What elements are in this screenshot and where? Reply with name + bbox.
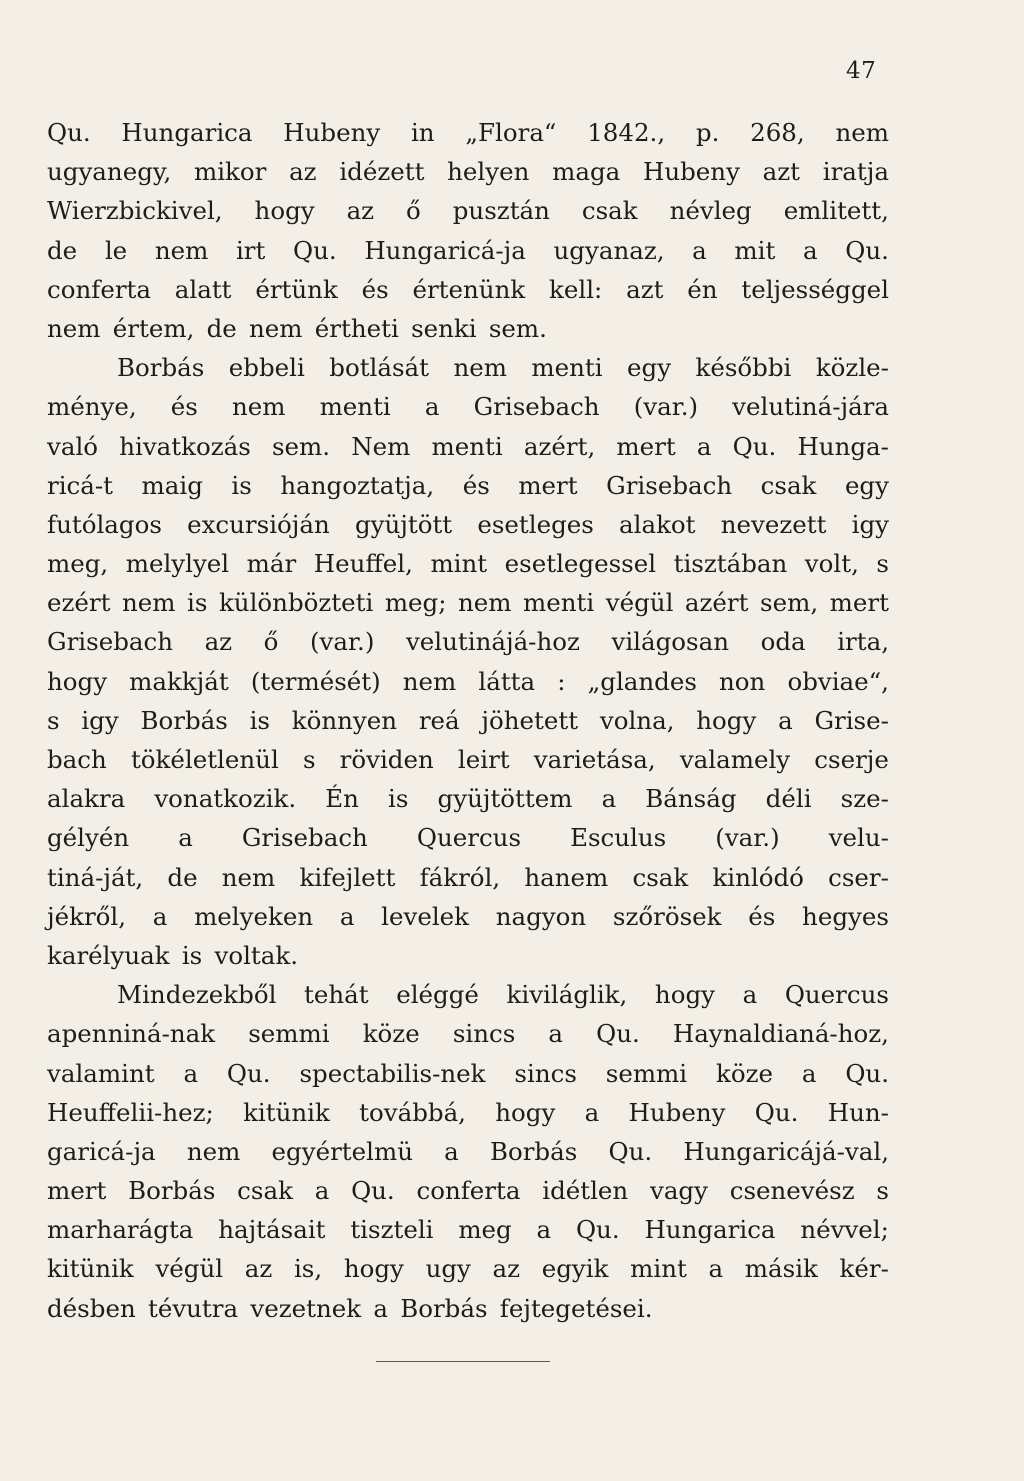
text-line — [47, 1014, 889, 1053]
text-line — [47, 544, 889, 583]
word: Qu. — [351, 1176, 395, 1206]
word: sze- — [840, 784, 889, 814]
word: semmi — [248, 1019, 330, 1049]
word: Borbás — [489, 1136, 578, 1166]
word: vezetnek — [250, 1293, 362, 1323]
word: sincs — [514, 1058, 577, 1088]
word: Heuffel, — [313, 549, 413, 579]
word: esetlegessel — [504, 549, 657, 579]
word: igy — [81, 705, 119, 735]
word: nem — [458, 588, 512, 618]
text-line — [47, 583, 889, 622]
word: botlását — [329, 353, 430, 383]
word: Qu. — [575, 1215, 620, 1245]
word: könnyen — [291, 705, 398, 735]
word: pusztán — [452, 196, 550, 226]
word: hivatkozás — [119, 431, 251, 461]
word: hogy — [696, 705, 757, 735]
text-line — [47, 309, 889, 348]
word: azt — [626, 274, 664, 304]
word: is — [388, 784, 409, 814]
text-line — [47, 1171, 889, 1210]
text-line — [47, 1289, 889, 1328]
word: Qu. — [293, 235, 337, 265]
word: nem — [249, 313, 303, 343]
word: már — [246, 549, 297, 579]
word: Qu. — [226, 1058, 271, 1088]
word: nem — [453, 353, 507, 383]
word: névleg — [669, 196, 752, 226]
word: 1842., — [587, 118, 666, 147]
text-line — [47, 191, 889, 230]
word: a — [424, 392, 440, 422]
word: p. — [695, 118, 720, 147]
word: Heuffelii-hez; — [47, 1097, 214, 1127]
word: mint — [430, 549, 488, 579]
word: csenevész — [729, 1176, 855, 1206]
word: is — [187, 588, 208, 618]
word: non — [719, 666, 766, 696]
word: és — [361, 274, 389, 304]
word: vagy — [649, 1176, 708, 1206]
text-line — [47, 975, 889, 1014]
word: velutinájá-hoz — [405, 627, 580, 657]
word: csak — [581, 196, 638, 226]
word: Hubeny — [628, 1097, 726, 1127]
word: kifejlett — [299, 862, 396, 892]
word: helyen — [447, 157, 530, 187]
word: Hunga- — [797, 431, 889, 461]
word: köze — [715, 1058, 773, 1088]
word: az — [492, 1254, 521, 1284]
word: de — [47, 235, 78, 265]
word: Borbás — [140, 705, 228, 735]
word: értem, — [112, 313, 195, 343]
word: oda — [760, 627, 806, 657]
word: hogy — [654, 980, 715, 1010]
word: a — [373, 1293, 388, 1323]
word: igy — [851, 509, 889, 539]
word: tisztában — [673, 549, 788, 579]
word: Grisebach — [47, 627, 173, 657]
word: : — [557, 666, 566, 696]
word: spectabilis-nek — [299, 1058, 486, 1088]
page-number: 47 — [846, 58, 877, 84]
word: hangoztatja, — [280, 470, 435, 500]
word: cser- — [828, 862, 889, 892]
word: ricá-t — [47, 470, 113, 500]
word: sem, — [760, 588, 819, 618]
word: irt — [235, 235, 266, 265]
text-line — [47, 387, 889, 426]
word: Quercus — [416, 823, 522, 853]
word: hanem — [524, 862, 609, 892]
word: de — [206, 313, 237, 343]
word: hogy — [495, 1097, 556, 1127]
word: a — [444, 1136, 459, 1166]
word: az — [244, 1254, 273, 1284]
text-line — [47, 622, 889, 661]
word: csak — [237, 1176, 293, 1206]
word: menti — [319, 392, 391, 422]
word: s — [876, 1176, 889, 1206]
text-line — [47, 662, 889, 701]
word: sem. — [488, 313, 547, 343]
word: nem — [186, 1136, 241, 1166]
word: hogy — [343, 1254, 404, 1284]
word: (var.) — [310, 627, 375, 657]
word: Hungaricá-ja — [364, 235, 526, 265]
word: sincs — [452, 1019, 516, 1049]
word: értünk — [255, 274, 338, 304]
word: tiszteli — [350, 1215, 434, 1245]
word: nem — [121, 588, 176, 618]
word: a — [548, 1019, 564, 1049]
word: szőrösek — [612, 901, 722, 931]
word: Wierzbickivel, — [47, 196, 223, 226]
word: iratja — [822, 157, 889, 187]
word: nevezett — [720, 509, 827, 539]
word: a — [696, 431, 712, 461]
text-line — [47, 818, 889, 857]
word: Hubeny — [642, 157, 740, 187]
word: valamint — [47, 1058, 155, 1088]
body-text — [47, 113, 889, 1328]
text-line — [47, 466, 889, 505]
word: jékről, — [47, 901, 127, 931]
word: nem — [231, 392, 286, 422]
word: tévutra — [147, 1293, 239, 1323]
word: az — [204, 627, 233, 657]
word: egy — [844, 470, 889, 500]
word: ő — [406, 196, 421, 226]
word: gyüjtöttem — [437, 784, 573, 814]
word: későbbi — [695, 353, 792, 383]
word: fejtegetései. — [499, 1293, 653, 1323]
word: végül — [605, 588, 674, 618]
word: a — [178, 823, 193, 853]
word: menti — [531, 353, 603, 383]
word: voltak. — [214, 940, 299, 970]
word: különbözteti — [218, 588, 374, 618]
word: „glandes — [587, 666, 697, 696]
word: a — [152, 901, 168, 931]
text-line — [47, 936, 889, 975]
word: is — [249, 705, 271, 735]
word: de — [167, 862, 198, 892]
word: tiná-ját, — [47, 862, 144, 892]
word: velu- — [828, 823, 889, 853]
word: nem — [154, 235, 209, 265]
word: értheti — [314, 313, 399, 343]
word: futólagos — [47, 509, 162, 539]
word: Grise- — [814, 705, 889, 735]
word: nem — [221, 862, 276, 892]
word: sem. — [271, 431, 331, 461]
word: bach — [47, 745, 107, 774]
word: Qu. — [608, 1136, 653, 1166]
word: Borbás — [128, 1176, 216, 1206]
word: kell: — [549, 274, 603, 304]
word: a — [708, 1254, 724, 1284]
word: Borbás — [400, 1293, 488, 1323]
word: Esculus — [570, 823, 667, 853]
word: „Flora“ — [465, 118, 557, 147]
word: ugyanegy, — [47, 157, 172, 187]
word: Hungarica — [644, 1215, 776, 1245]
word: maga — [552, 157, 621, 187]
word: ménye, — [47, 392, 137, 422]
word: Bánság — [645, 784, 737, 814]
word: a — [314, 1176, 330, 1206]
word: melylyel — [125, 549, 230, 579]
word: emlitett, — [783, 196, 889, 226]
word: is — [231, 470, 252, 500]
text-line — [47, 1210, 889, 1249]
word: kitünik — [47, 1254, 134, 1284]
word: a — [778, 705, 793, 735]
word: meg, — [47, 549, 109, 579]
word: látta — [478, 666, 536, 696]
word: Én — [325, 784, 359, 814]
word: eléggé — [396, 980, 479, 1010]
word: meg — [458, 1215, 512, 1245]
text-line — [47, 897, 889, 936]
word: fákról, — [419, 862, 501, 892]
word: csak — [760, 470, 817, 500]
word: hogy — [47, 666, 108, 696]
word: garicá-ja — [47, 1136, 156, 1166]
word: nem — [835, 118, 889, 147]
word: volna, — [599, 705, 675, 735]
word: Hungaricájá-val, — [683, 1136, 889, 1166]
word: csak — [632, 862, 689, 892]
word: maig — [141, 470, 203, 500]
section-divider — [376, 1361, 550, 1362]
word: velutiná-jára — [732, 392, 889, 422]
word: teljességgel — [741, 274, 889, 304]
word: mert — [518, 470, 578, 500]
word: irta, — [837, 627, 889, 657]
word: a — [801, 1058, 817, 1088]
word: való — [47, 431, 99, 461]
word: Qu. — [596, 1019, 640, 1049]
word: értenünk — [412, 274, 526, 304]
word: jöhetett — [481, 705, 579, 735]
word: in — [410, 118, 435, 147]
word: és — [748, 901, 776, 931]
word: menti — [431, 431, 503, 461]
word: az — [289, 157, 317, 187]
word: köze — [362, 1019, 420, 1049]
word: makkját — [129, 666, 229, 696]
word: s — [876, 549, 889, 579]
word: egyik — [541, 1254, 609, 1284]
word: vonatkozik. — [154, 784, 297, 814]
word: valamely — [679, 745, 791, 774]
word: reá — [418, 705, 460, 735]
text-line — [47, 427, 889, 466]
word: és — [462, 470, 490, 500]
text-line — [47, 701, 889, 740]
word: mint — [630, 1254, 687, 1284]
word: a — [742, 980, 758, 1010]
text-line — [47, 740, 889, 779]
word: kitünik — [243, 1097, 330, 1127]
text-line — [47, 270, 889, 309]
word: ezért — [47, 588, 111, 618]
word: senki — [411, 313, 477, 343]
word: alakot — [619, 509, 696, 539]
text-line — [47, 779, 889, 818]
word: tehát — [304, 980, 369, 1010]
word: (var.) — [715, 823, 780, 853]
word: hajtásait — [218, 1215, 326, 1245]
word: a — [183, 1058, 199, 1088]
text-line — [47, 1132, 889, 1171]
word: Hubeny — [283, 118, 381, 147]
word: végül — [155, 1254, 224, 1284]
text-line — [47, 858, 889, 897]
word: Mindezekből — [117, 980, 277, 1010]
text-line — [47, 113, 889, 152]
word: apenniná-nak — [47, 1019, 216, 1049]
word: hegyes — [802, 901, 889, 931]
word: Grisebach — [241, 823, 368, 853]
word: s — [47, 705, 60, 735]
word: excursióján — [187, 509, 330, 539]
word: Borbás — [117, 353, 205, 383]
word: leirt — [457, 745, 510, 774]
word: mit — [734, 235, 776, 265]
word: karélyuak — [47, 940, 170, 970]
text-line — [47, 231, 889, 270]
word: Quercus — [784, 980, 889, 1010]
word: nem — [402, 666, 457, 696]
word: Grisebach — [473, 392, 600, 422]
word: továbbá, — [359, 1097, 466, 1127]
word: a — [536, 1215, 552, 1245]
word: kér- — [839, 1254, 889, 1284]
word: nem — [47, 313, 101, 343]
word: mert — [47, 1176, 107, 1206]
word: ugy — [425, 1254, 471, 1284]
word: Qu. — [732, 431, 777, 461]
word: conferta — [47, 274, 151, 304]
word: a — [339, 901, 355, 931]
word: egyértelmü — [271, 1136, 413, 1166]
word: gélyén — [47, 823, 130, 853]
word: meg; — [384, 588, 447, 618]
word: én — [687, 274, 718, 304]
word: alatt — [174, 274, 232, 304]
word: kinlódó — [712, 862, 804, 892]
word: (termését) — [250, 666, 381, 696]
word: désben — [47, 1293, 136, 1323]
word: ugyanaz, — [553, 235, 665, 265]
text-line — [47, 1093, 889, 1132]
word: Qu. — [754, 1097, 799, 1127]
word: az — [346, 196, 375, 226]
word: s — [302, 745, 316, 774]
word: másik — [744, 1254, 818, 1284]
text-line — [47, 1054, 889, 1093]
word: 268, — [750, 118, 805, 147]
word: Qu. — [845, 1058, 889, 1088]
word: obviae“, — [787, 666, 889, 696]
word: melyeken — [194, 901, 314, 931]
word: Nem — [351, 431, 411, 461]
word: volt, — [804, 549, 859, 579]
word: közle- — [815, 353, 889, 383]
word: mert — [829, 588, 889, 618]
word: ebbeli — [228, 353, 305, 383]
text-line — [47, 348, 889, 387]
word: cserje — [814, 745, 889, 774]
word: azt — [762, 157, 801, 187]
word: varietása, — [533, 745, 656, 774]
word: azért, — [523, 431, 596, 461]
word: le — [104, 235, 128, 265]
word: is, — [293, 1254, 323, 1284]
word: mikor — [193, 157, 267, 187]
word: idétlen — [542, 1176, 629, 1206]
word: a — [802, 235, 818, 265]
text-line — [47, 1249, 889, 1288]
word: conferta — [416, 1176, 521, 1206]
word: ő — [263, 627, 279, 657]
word: esetleges — [477, 509, 594, 539]
word: mert — [616, 431, 676, 461]
word: egy — [627, 353, 672, 383]
word: névvel; — [800, 1215, 889, 1245]
word: röviden — [339, 745, 434, 774]
word: nagyon — [495, 901, 587, 931]
word: levelek — [381, 901, 470, 931]
word: déli — [765, 784, 812, 814]
text-line — [47, 505, 889, 544]
word: idézett — [339, 157, 425, 187]
word: is — [181, 940, 203, 970]
word: a — [692, 235, 707, 265]
word: Haynaldianá-hoz, — [672, 1019, 889, 1049]
word: (var.) — [633, 392, 699, 422]
word: Grisebach — [606, 470, 733, 500]
word: marharágta — [47, 1215, 194, 1245]
word: a — [601, 784, 617, 814]
word: tökéletlenül — [130, 745, 279, 774]
word: világosan — [611, 627, 729, 657]
word: hogy — [254, 196, 315, 226]
word: a — [584, 1097, 600, 1127]
word: Qu. — [845, 235, 889, 265]
word: alakra — [47, 784, 126, 814]
word: Qu. — [47, 118, 91, 147]
word: gyüjtött — [354, 509, 453, 539]
word: semmi — [605, 1058, 688, 1088]
word: kiviláglik, — [506, 980, 628, 1010]
word: Hungarica — [121, 118, 253, 147]
word: és — [170, 392, 198, 422]
word: menti — [523, 588, 595, 618]
word: Hun- — [827, 1097, 889, 1127]
text-line — [47, 152, 889, 191]
word: azért — [684, 588, 749, 618]
